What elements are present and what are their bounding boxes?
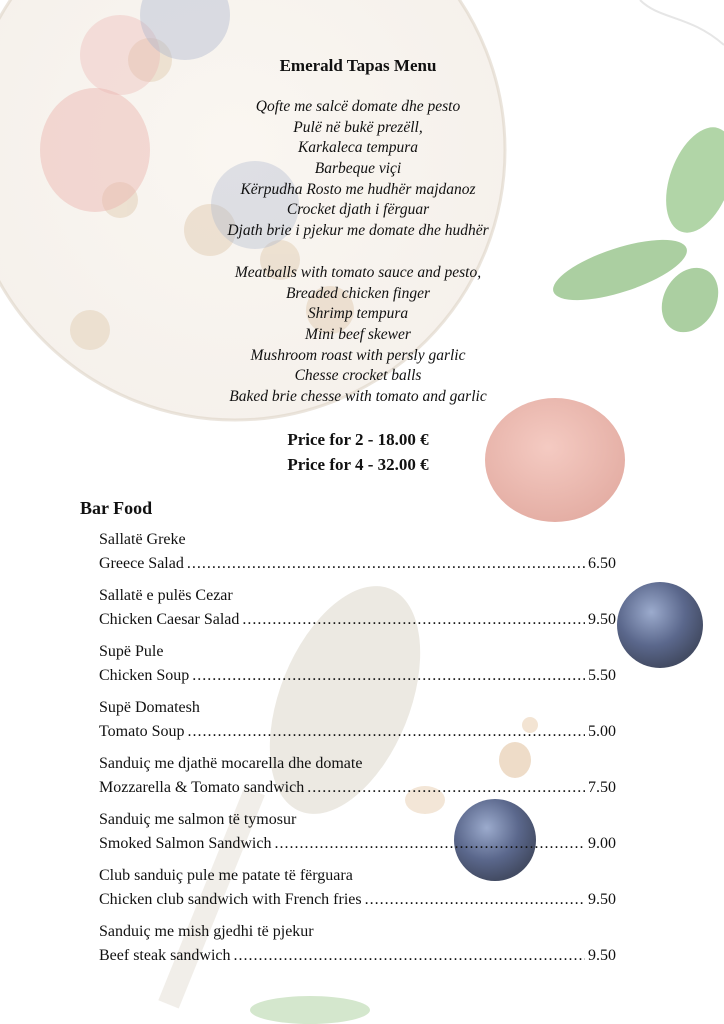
item-name-albanian: Sanduiç me djathë mocarella dhe domate [99,755,363,772]
item-price: 9.00 [588,835,616,852]
tapas-item: Pulë në bukë prezëll, [293,118,423,136]
item-name-albanian: Sallatë e pulës Cezar [99,587,233,604]
tapas-list-albanian [0,97,716,242]
item-price: 5.50 [588,667,616,684]
item-name-albanian: Sanduiç me salmon të tymosur [99,811,297,828]
item-name-albanian: Supë Pule [99,643,164,660]
item-name-english: Tomato Soup [99,723,185,740]
tapas-list-english [0,263,716,408]
item-price: 9.50 [588,891,616,908]
item-price: 5.00 [588,723,616,740]
tapas-item: Mini beef skewer [305,326,411,344]
menu-item-club-sandwich [99,864,616,912]
item-name-english: Greece Salad [99,555,184,572]
tapas-item: Djath brie i pjekur me domate dhe hudhër [227,222,489,240]
item-price: 6.50 [588,555,616,572]
tapas-item: Kërpudha Rosto me hudhër majdanoz [240,180,476,198]
item-price: 7.50 [588,779,616,796]
dot-leader [274,832,585,856]
item-price: 9.50 [588,947,616,964]
dot-leader [187,552,585,576]
tapas-item: Chesse crocket balls [294,367,422,385]
price-for-4: Price for 4 - 32.00 € [287,455,429,474]
dot-leader [365,888,585,912]
item-name-english: Mozzarella & Tomato sandwich [99,779,305,796]
item-name-albanian: Sallatë Greke [99,531,186,548]
menu-item-chicken-soup [99,640,616,688]
dot-leader [234,944,585,968]
menu-item-greek-salad [99,528,616,576]
tapas-item: Mushroom roast with persly garlic [250,346,466,364]
item-name-english: Chicken club sandwich with French fries [99,891,362,908]
menu-title: Emerald Tapas Menu [279,56,437,75]
menu-item-caesar-salad [99,584,616,632]
item-name-english: Smoked Salmon Sandwich [99,835,272,852]
item-name-albanian: Supë Domatesh [99,699,200,716]
item-name-english: Chicken Caesar Salad [99,611,240,628]
menu-item-beef-sandwich [99,920,616,968]
tapas-item: Barbeque viçi [314,160,402,178]
tapas-item: Karkaleca tempura [297,139,419,157]
dot-leader [192,664,585,688]
item-name-albanian: Sanduiç me mish gjedhi të pjekur [99,923,314,940]
menu-item-mozzarella-sandwich [99,752,616,800]
tapas-item: Qofte me salcë domate dhe pesto [255,98,461,115]
item-name-albanian: Club sanduiç pule me patate të fërguara [99,867,353,884]
item-price: 9.50 [588,611,616,628]
dot-leader [307,776,585,800]
tapas-item: Shrimp tempura [307,305,409,323]
item-name-english: Chicken Soup [99,667,190,684]
price-for-2: Price for 2 - 18.00 € [287,430,429,449]
tapas-item: Crocket djath i fërguar [286,201,430,219]
item-name-english: Beef steak sandwich [99,947,231,964]
menu-item-tomato-soup [99,696,616,744]
tapas-item: Meatballs with tomato sauce and pesto, [234,264,482,281]
dot-leader [242,608,585,632]
tapas-item: Breaded chicken finger [285,284,431,302]
bar-food-heading: Bar Food [80,498,153,518]
menu-item-salmon-sandwich [99,808,616,856]
dot-leader [188,720,585,744]
tapas-item: Baked brie chesse with tomato and garlic [229,388,487,406]
